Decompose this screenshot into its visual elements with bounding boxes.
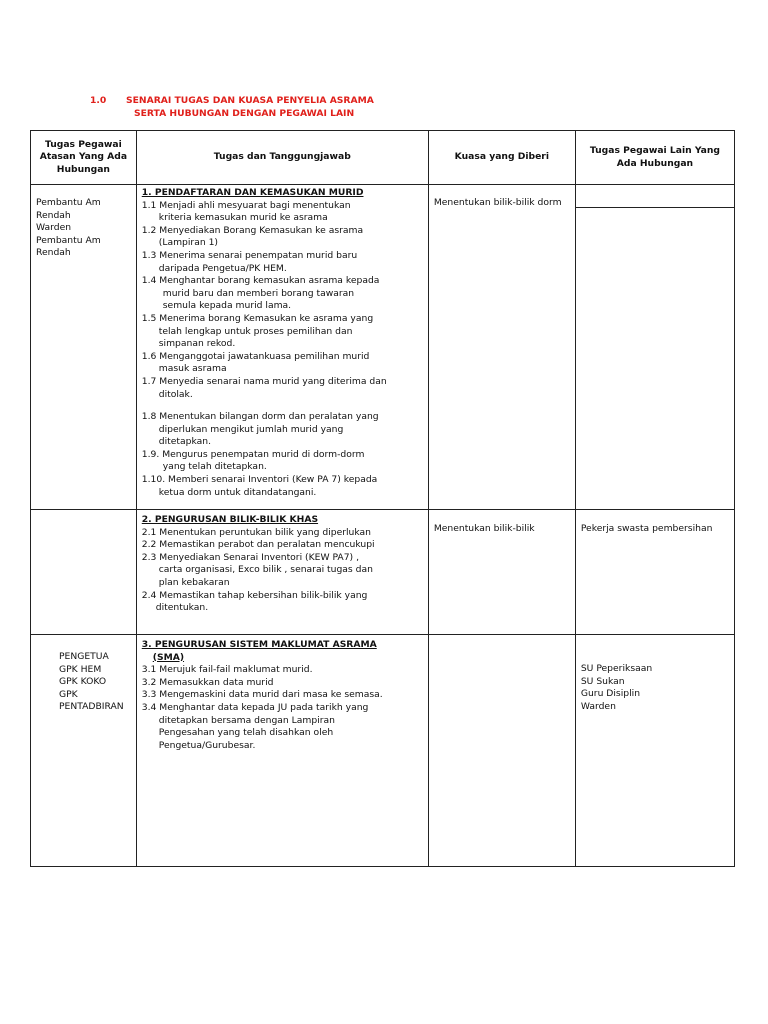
list-item: Pembantu Am (36, 197, 101, 208)
list-item: Rendah (36, 247, 71, 259)
item-line: semula kepada murid lama. (162, 300, 292, 312)
list-item: GPK HEM (59, 663, 102, 675)
list-item: SU Sukan (580, 675, 625, 687)
item-line: 3.3 Mengemaskini data murid dari masa ke semasa. (141, 689, 383, 701)
item-line: ketua dorm untuk ditandatangani. (158, 486, 317, 498)
row1-col3 (428, 185, 575, 510)
list-item (142, 590, 423, 615)
list-item: PENGETUA (59, 651, 109, 662)
item-line: 1.2 Menyediakan Borang Kemasukan ke asrama (141, 224, 364, 236)
row2-col3 (428, 510, 575, 635)
superior-list (31, 635, 136, 716)
power-text: Menentukan bilik-bilik (433, 523, 535, 534)
item-line: 1.7 Menyedia senarai nama murid yang diterima dan (141, 375, 387, 387)
header-powers-given (428, 131, 575, 185)
row1-col2 (136, 185, 428, 510)
item-line: 3.2 Memasukkan data murid (141, 676, 274, 688)
item-line: ditentukan. (155, 602, 209, 614)
list-item (142, 449, 423, 474)
document-title (90, 94, 374, 120)
item-line: daripada Pengetua/PK HEM. (158, 262, 287, 274)
list-item (142, 702, 423, 752)
power-text: Menentukan bilik-bilik dorm (433, 197, 562, 208)
item-line: murid baru dan memberi borang tawaran (162, 287, 355, 299)
item-line: 1.10. Memberi senarai Inventori (Kew PA 7) kepada (141, 474, 378, 486)
other-officer: Pekerja swasta pembersihan (580, 523, 713, 534)
section-title: 1. PENDAFTARAN DAN KEMASUKAN MURID (141, 187, 364, 198)
table-row (31, 510, 735, 635)
table-row (31, 635, 735, 867)
header-superior-duties (31, 131, 137, 185)
item-line: Pengesahan yang telah disahkan oleh (158, 727, 334, 739)
item-line: carta organisasi, Exco bilik , senarai tugas dan (158, 564, 373, 576)
list-item (142, 411, 423, 449)
item-line: 1.9. Mengurus penempatan murid di dorm-dorm (141, 448, 365, 460)
item-line: kriteria kemasukan murid ke asrama (158, 212, 328, 224)
table-header-row (31, 131, 735, 185)
row3-col4 (575, 635, 734, 867)
list-item (142, 677, 423, 690)
list-item (142, 225, 423, 250)
header-label: Kuasa yang Diberi (454, 151, 549, 163)
list-item (142, 552, 423, 590)
power-text (429, 635, 575, 639)
duties-list (137, 510, 428, 617)
list-item: SU Peperiksaan (580, 663, 653, 674)
list-item (142, 376, 423, 401)
item-line: 2.2 Memastikan perabot dan peralatan mencukupi (141, 539, 375, 551)
item-line: telah lengkap untuk proses pemilihan dan (158, 325, 353, 337)
title-line-1 (90, 94, 374, 107)
item-line: simpanan rekod. (158, 338, 236, 350)
title-number: 1.0 (90, 95, 107, 106)
item-line: 2.4 Memastikan tahap kebersihan bilik-bilik yang (141, 589, 368, 601)
header-label: Tugas dan Tanggungjawab (213, 151, 351, 163)
title-line-2: SERTA HUBUNGAN DENGAN PEGAWAI LAIN (134, 108, 355, 119)
duties-list (137, 185, 428, 501)
list-item (142, 474, 423, 499)
list-item: PENTADBIRAN (59, 701, 124, 713)
item-line: 1.6 Menganggotai jawatankuasa pemilihan murid (141, 350, 370, 362)
item-line: 1.4 Menghantar borang kemasukan asrama kepada (141, 275, 380, 287)
list-item (142, 200, 423, 225)
item-line: 2.3 Menyediakan Senarai Inventori (KEW PA7) , (141, 551, 359, 563)
item-line: 3.1 Merujuk fail-fail maklumat murid. (141, 664, 313, 676)
item-line: ditetapkan bersama dengan Lampiran (158, 714, 335, 726)
header-other-officers (575, 131, 734, 185)
item-line: yang telah ditetapkan. (162, 461, 267, 473)
item-line: masuk asrama (158, 363, 227, 375)
list-item: GPK KOKO (59, 676, 107, 688)
list-item: Warden (580, 700, 616, 712)
list-item (142, 275, 423, 313)
item-line: 1.1 Menjadi ahli mesyuarat bagi menentukan (141, 199, 351, 211)
item-line: ditolak. (158, 388, 193, 400)
list-item: Guru Disiplin (580, 688, 641, 700)
list-item: Rendah (36, 209, 71, 221)
list-item: Pembantu Am (36, 234, 101, 246)
header-label: Tugas Pegawai Lain Yang Ada Hubungan (589, 145, 720, 169)
item-line: 2.1 Menentukan peruntukan bilik yang diperlukan (141, 526, 371, 538)
list-item (142, 250, 423, 275)
item-line: Pengetua/Gurubesar. (158, 739, 256, 751)
row3-col1 (31, 635, 137, 867)
list-item (142, 664, 423, 677)
row2-col1 (31, 510, 137, 635)
list-item (142, 351, 423, 376)
list-item: Warden (36, 222, 72, 234)
item-line: plan kebakaran (158, 576, 230, 588)
table-row (31, 185, 735, 510)
other-officers-list (576, 635, 734, 715)
section-title: 2. PENGURUSAN BILIK-BILIK KHAS (141, 514, 319, 525)
list-item (142, 689, 423, 702)
item-line: 1.8 Menentukan bilangan dorm dan peralatan yang (141, 411, 379, 423)
header-label: Tugas Pegawai Atasan Yang Ada Hubungan (39, 138, 128, 175)
section-title: (SMA) (152, 651, 185, 663)
inner-divider (576, 207, 734, 208)
row1-col4 (575, 185, 734, 510)
superior-list (31, 185, 136, 262)
list-item (142, 313, 423, 351)
list-item: GPK (59, 688, 78, 700)
title-text-1: SENARAI TUGAS DAN KUASA PENYELIA ASRAMA (126, 95, 374, 106)
item-line: diperlukan mengikut jumlah murid yang (158, 423, 344, 435)
item-line: 1.3 Menerima senarai penempatan murid baru (141, 249, 358, 261)
list-item (142, 527, 423, 540)
item-line: (Lampiran 1) (158, 237, 218, 249)
row2-col4 (575, 510, 734, 635)
row3-col3 (428, 635, 575, 867)
row3-col2 (136, 635, 428, 867)
list-item (142, 539, 423, 552)
duties-list (137, 635, 428, 754)
row2-col2 (136, 510, 428, 635)
duties-table (30, 130, 735, 867)
header-duties-responsibilities (136, 131, 428, 185)
row1-col1 (31, 185, 137, 510)
section-title: 3. PENGURUSAN SISTEM MAKLUMAT ASRAMA (141, 639, 377, 650)
item-line: 1.5 Menerima borang Kemasukan ke asrama yang (141, 312, 374, 324)
item-line: 3.4 Menghantar data kepada JU pada tarikh yang (141, 701, 369, 713)
item-line: ditetapkan. (158, 436, 211, 448)
